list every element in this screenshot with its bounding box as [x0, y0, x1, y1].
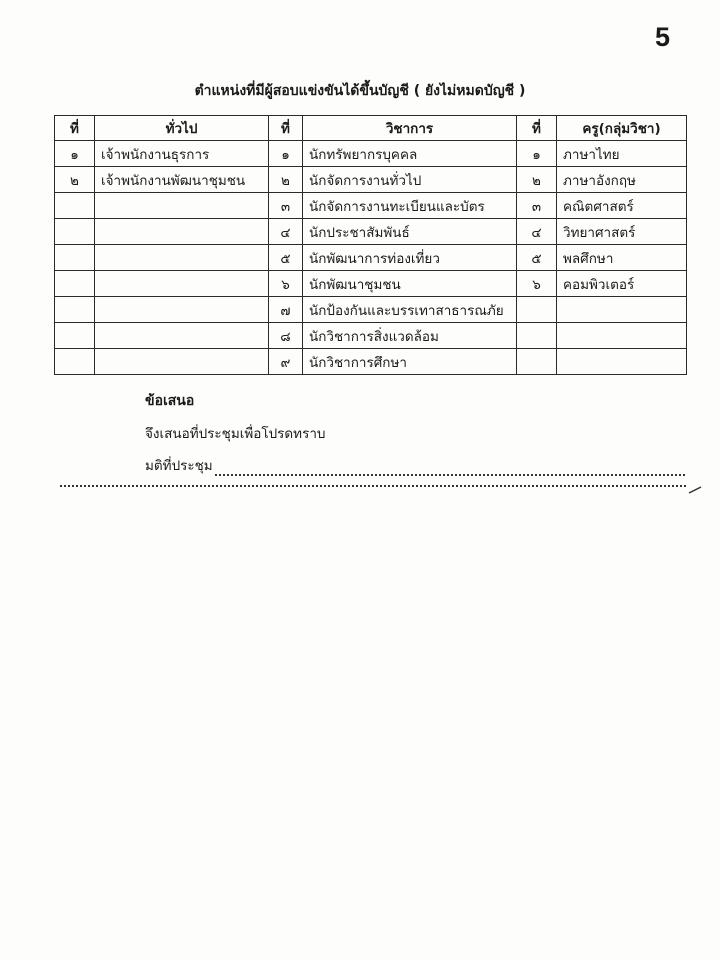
- proposal-text: จึงเสนอที่ประชุมเพื่อโปรดทราบ: [145, 426, 326, 442]
- cell-general: [95, 193, 269, 219]
- cell-teacher: [557, 297, 687, 323]
- cell-no: ๖: [517, 271, 557, 297]
- cell-no: ๒: [55, 167, 95, 193]
- header-no-academic: ที่: [269, 116, 303, 141]
- cell-teacher: ภาษาอังกฤษ: [557, 167, 687, 193]
- proposal-heading: ข้อเสนอ: [145, 393, 195, 409]
- cell-academic: นักป้องกันและบรรเทาสาธารณภัย: [303, 297, 517, 323]
- cell-general: [95, 271, 269, 297]
- cell-no: [517, 349, 557, 375]
- table-row: [55, 349, 687, 375]
- cell-teacher: คณิตศาสตร์: [557, 193, 687, 219]
- table-row: [55, 141, 687, 167]
- cell-academic: นักทรัพยากรบุคคล: [303, 141, 517, 167]
- cell-academic: นักวิชาการสิ่งแวดล้อม: [303, 323, 517, 349]
- cell-teacher: ภาษาไทย: [557, 141, 687, 167]
- cell-no: ๖: [269, 271, 303, 297]
- header-no-general: ที่: [55, 116, 95, 141]
- table-row: [55, 245, 687, 271]
- dotted-fill-line: [215, 461, 685, 476]
- cell-no: ๓: [269, 193, 303, 219]
- cell-academic: นักจัดการงานทั่วไป: [303, 167, 517, 193]
- cell-general: เจ้าพนักงานพัฒนาชุมชน: [95, 167, 269, 193]
- cell-academic: นักประชาสัมพันธ์: [303, 219, 517, 245]
- cell-no: ๑: [269, 141, 303, 167]
- table-row: [55, 167, 687, 193]
- cell-no: [517, 297, 557, 323]
- cell-academic: นักพัฒนาการท่องเที่ยว: [303, 245, 517, 271]
- cell-no: ๒: [269, 167, 303, 193]
- document-title: ตำแหน่งที่มีผู้สอบแข่งขันได้ขึ้นบัญชี ( ยังไม่หมดบัญชี ): [194, 83, 526, 99]
- table-header-row: [55, 116, 687, 141]
- positions-table: [54, 115, 687, 375]
- cell-no: [517, 323, 557, 349]
- cell-general: [95, 219, 269, 245]
- header-general: ทั่วไป: [95, 116, 269, 141]
- table-row: [55, 323, 687, 349]
- cell-no: [55, 219, 95, 245]
- cell-academic: นักพัฒนาชุมชน: [303, 271, 517, 297]
- cell-no: [55, 323, 95, 349]
- cell-no: ๕: [269, 245, 303, 271]
- header-no-teacher: ที่: [517, 116, 557, 141]
- table-row: [55, 271, 687, 297]
- cell-no: ๔: [517, 219, 557, 245]
- cell-no: [55, 297, 95, 323]
- cell-no: ๕: [517, 245, 557, 271]
- resolution-label: มติที่ประชุม: [145, 458, 213, 474]
- cell-teacher: [557, 323, 687, 349]
- cell-general: [95, 349, 269, 375]
- table-row: [55, 297, 687, 323]
- cell-no: ๑: [55, 141, 95, 167]
- cell-no: ๗: [269, 297, 303, 323]
- cell-no: [55, 349, 95, 375]
- dotted-fill-line: [60, 485, 686, 487]
- resolution-line: [145, 454, 685, 476]
- cell-teacher: คอมพิวเตอร์: [557, 271, 687, 297]
- cell-no: [55, 193, 95, 219]
- cell-no: ๔: [269, 219, 303, 245]
- cell-teacher: [557, 349, 687, 375]
- table-row: [55, 219, 687, 245]
- cell-no: ๑: [517, 141, 557, 167]
- cell-no: [55, 245, 95, 271]
- cell-general: [95, 297, 269, 323]
- header-teacher-subject: ครู(กลุ่มวิชา): [557, 116, 687, 141]
- cell-no: ๓: [517, 193, 557, 219]
- pen-stroke-mark: [688, 486, 702, 494]
- cell-general: [95, 323, 269, 349]
- cell-academic: นักจัดการงานทะเบียนและบัตร: [303, 193, 517, 219]
- cell-no: ๒: [517, 167, 557, 193]
- cell-teacher: พลศึกษา: [557, 245, 687, 271]
- cell-general: เจ้าพนักงานธุรการ: [95, 141, 269, 167]
- page-number: 5: [655, 22, 671, 52]
- cell-general: [95, 245, 269, 271]
- table-row: [55, 193, 687, 219]
- cell-academic: นักวิชาการศึกษา: [303, 349, 517, 375]
- header-academic: วิชาการ: [303, 116, 517, 141]
- cell-no: ๙: [269, 349, 303, 375]
- cell-no: ๘: [269, 323, 303, 349]
- cell-no: [55, 271, 95, 297]
- cell-teacher: วิทยาศาสตร์: [557, 219, 687, 245]
